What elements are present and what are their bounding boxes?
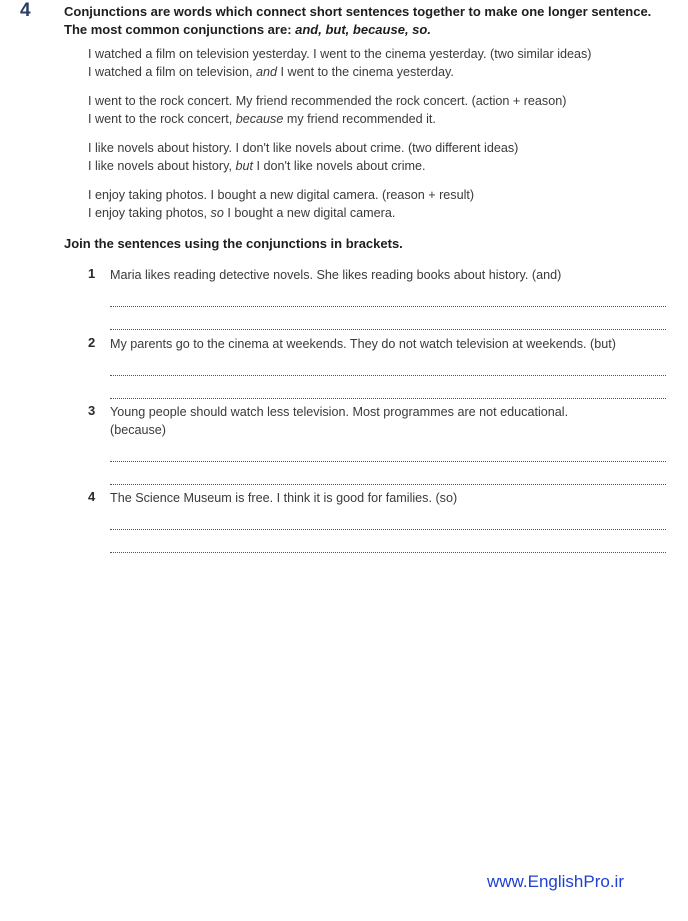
examples-block <box>88 45 678 233</box>
answer-line[interactable] <box>110 376 666 399</box>
example-pair <box>88 92 678 128</box>
instruction: Join the sentences using the conjunctions in brackets. <box>64 236 403 251</box>
task-number: 4 <box>20 0 31 21</box>
example-joined-before: I went to the rock concert, <box>88 112 236 126</box>
example-joined-before: I like novels about history, <box>88 159 236 173</box>
exercise-text: My parents go to the cinema at weekends. They do not watch television at weekends. (but) <box>110 337 616 351</box>
example-joined <box>88 110 678 128</box>
example-pair <box>88 186 678 222</box>
answer-line[interactable] <box>110 507 666 530</box>
example-joined-before: I enjoy taking photos, <box>88 206 211 220</box>
example-pair <box>88 139 678 175</box>
exercise-number: 1 <box>88 266 96 281</box>
exercise-text <box>110 403 568 439</box>
exercise-item <box>88 403 666 485</box>
answer-line[interactable] <box>110 353 666 376</box>
intro-text <box>64 3 674 39</box>
exercise-text: Maria likes reading detective novels. She likes reading books about history. (and) <box>110 268 562 282</box>
example-joined <box>88 204 678 222</box>
exercise-text-line1: Young people should watch less television. Most programmes are not educational. <box>110 405 569 419</box>
example-sentences: I enjoy taking photos. I bought a new digital camera. (reason + result) <box>88 188 475 202</box>
exercise-text-line2: (because) <box>110 423 167 437</box>
example-conjunction: and <box>256 65 278 79</box>
exercise-text: The Science Museum is free. I think it is good for families. (so) <box>110 491 458 505</box>
example-joined <box>88 63 678 81</box>
answer-line[interactable] <box>110 439 666 462</box>
answer-line[interactable] <box>110 530 666 553</box>
answer-line[interactable] <box>110 284 666 307</box>
exercise-number: 3 <box>88 403 96 418</box>
example-joined-after: I don't like novels about crime. <box>252 159 426 173</box>
example-joined-before: I watched a film on television, <box>88 65 256 79</box>
exercise-item <box>88 335 666 399</box>
example-joined-after: I went to the cinema yesterday. <box>277 65 454 79</box>
example-joined-after: my friend recommended it. <box>283 112 436 126</box>
example-pair <box>88 45 678 81</box>
example-sentences: I went to the rock concert. My friend recommended the rock concert. (action + reason) <box>88 94 567 108</box>
website-link[interactable]: www.EnglishPro.ir <box>487 872 624 891</box>
example-joined <box>88 157 678 175</box>
intro-conjunctions: and, but, because, so. <box>295 22 431 37</box>
exercise-item <box>88 489 666 553</box>
example-conjunction: so <box>210 206 224 220</box>
exercise-number: 4 <box>88 489 96 504</box>
example-joined-after: I bought a new digital camera. <box>223 206 396 220</box>
exercise-item <box>88 266 666 330</box>
example-conjunction: because <box>235 112 284 126</box>
example-sentences: I watched a film on television yesterday. I went to the cinema yesterday. (two similar ideas) <box>88 47 592 61</box>
answer-line[interactable] <box>110 462 666 485</box>
exercise-number: 2 <box>88 335 96 350</box>
example-conjunction: but <box>235 159 253 173</box>
example-sentences: I like novels about history. I don't like novels about crime. (two different ideas) <box>88 141 519 155</box>
intro-plain: Conjunctions are words which connect short sentences together to make one longer sentence. The most common conjunctions are: <box>64 4 652 37</box>
answer-line[interactable] <box>110 307 666 330</box>
